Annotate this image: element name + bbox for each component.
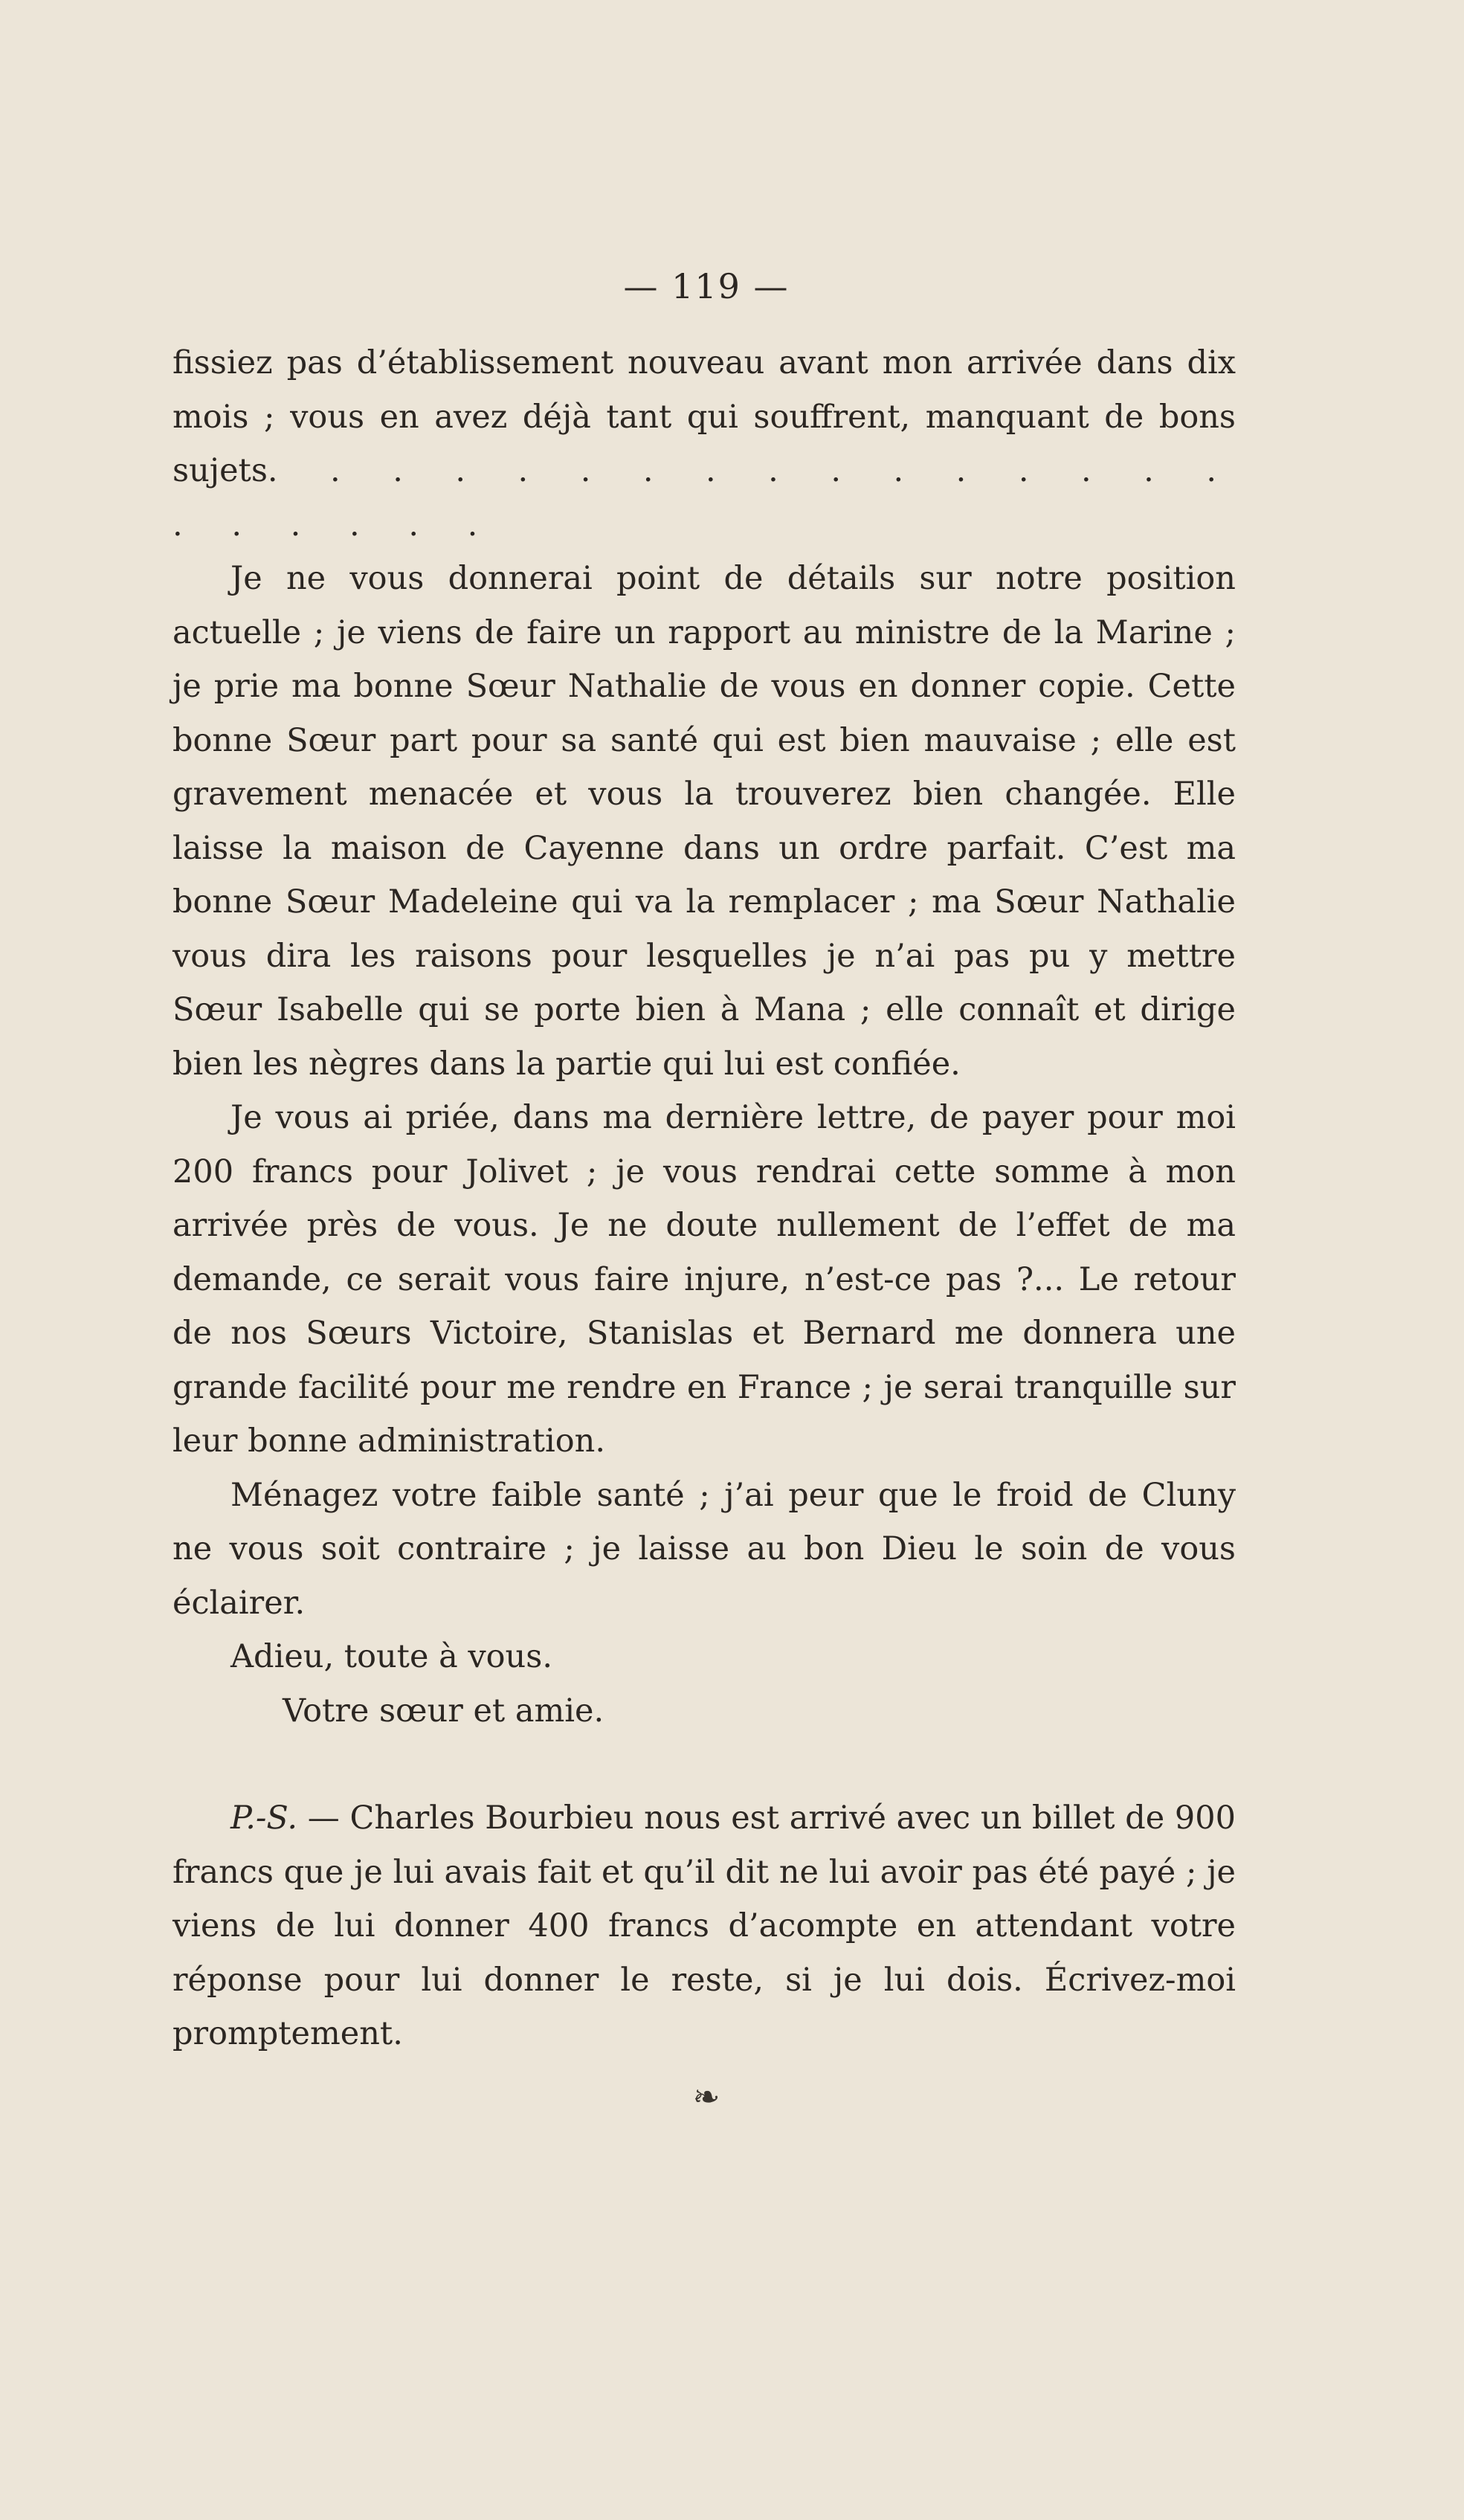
- paragraph-4: Ménagez votre faible santé ; j’ai peur que le froid de Cluny ne vous soit contraire ; je laisse au bon Dieu le soin de vous éclairer.: [172, 1476, 1236, 1622]
- postscript-text: — Charles Bourbieu nous est arrivé avec un billet de 900 francs que je lui avais fait et qu’il dit ne lui avoir pas été payé ; je viens de lui donner 400 francs d’acompte en attendant votre réponse pour lui donner le reste, si je lui dois. Écrivez-moi promptement.: [172, 1799, 1236, 2052]
- page-number: — 119 —: [623, 266, 790, 306]
- paragraph-1: [172, 336, 1236, 552]
- postscript: [172, 1791, 1236, 2061]
- paragraph-2: Je ne vous donnerai point de détails sur notre position actuelle ; je viens de faire un rapport au ministre de la Marine ; je prie ma bonne Sœur Nathalie de vous en donner copie. Cette bonne Sœur part pour sa santé qui est bien mauvaise ; elle est gravement menacée et vous la trouverez bien changée. Elle laisse la maison de Cayenne dans un ordre parfait. C’est ma bonne Sœur Madeleine qui va la remplacer ; ma Sœur Nathalie vous dira les raisons pour lesquelles je n’ai pas pu y mettre Sœur Isabelle qui se porte bien à Mana ; elle connaît et dirige bien les nègres dans la partie qui lui est confiée.: [172, 560, 1236, 1083]
- closing-signature: Votre sœur et amie.: [283, 1692, 604, 1730]
- paragraph-1-text: fissiez pas d’établissement nouveau avant mon arrivée dans dix mois ; vous en avez déjà tant qui souffrent, manquant de bons sujets: [172, 344, 1236, 489]
- closing-farewell: Adieu, toute à vous.: [230, 1638, 552, 1675]
- fleuron-ornament-icon: ❧: [692, 2078, 720, 2116]
- paragraph-3: Je vous ai priée, dans ma dernière lettre, de payer pour moi 200 francs pour Jolivet ; je vous rendrai cette somme à mon arrivée près de vous. Je ne doute nullement de l’effet de ma demande, ce serait vous faire injure, n’est-ce pas ?... Le retour de nos Sœurs Victoire, Stanislas et Bernard me donnera une grande facilité pour me rendre en France ; je serai tranquille sur leur bonne administration.: [172, 1099, 1236, 1460]
- ellipsis-dots: . . . . . . . . . . . . . . . . . . . . . .: [172, 452, 1236, 544]
- letter-body: [172, 336, 1236, 2061]
- postscript-label: P.-S.: [230, 1799, 298, 1837]
